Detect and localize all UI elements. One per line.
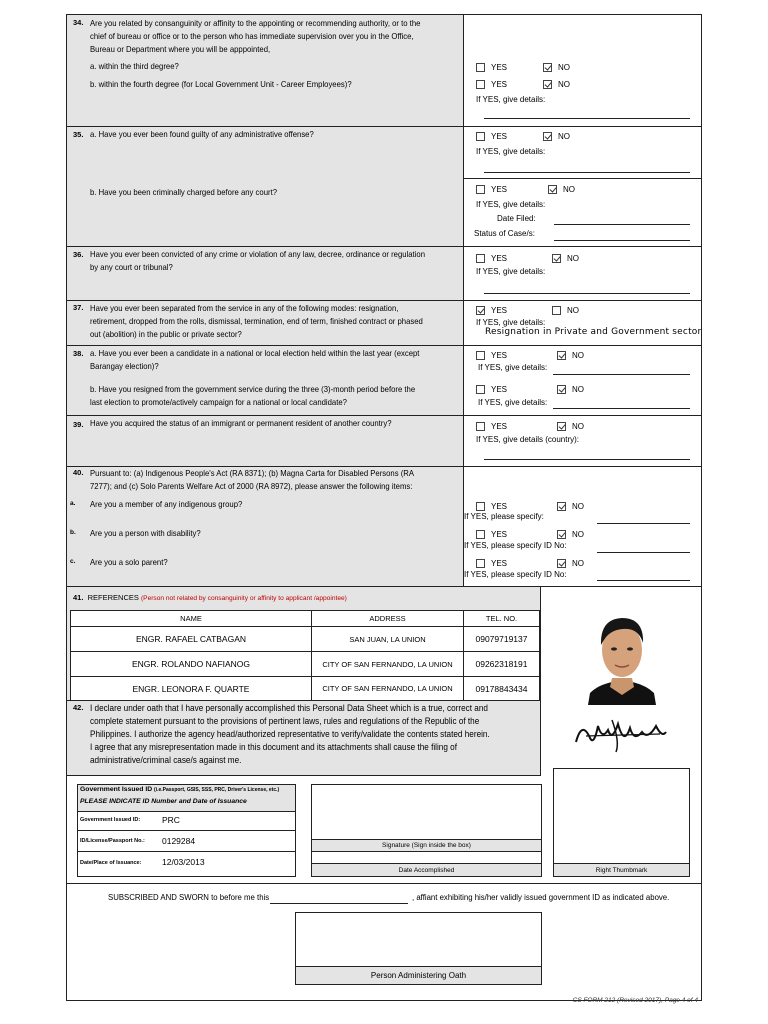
q35-a-no[interactable]: NO	[543, 132, 570, 141]
q38-b-details-label: If YES, give details:	[478, 398, 548, 407]
declaration-line-1: I declare under oath that I have personally accomplished this Personal Data Sheet which is a true, correct and	[90, 703, 488, 713]
checkmark-icon[interactable]	[557, 502, 566, 511]
checkmark-icon[interactable]	[543, 63, 552, 72]
declaration-line-5: administrative/criminal case/s against me.	[90, 755, 242, 765]
col-header-address: ADDRESS	[311, 610, 464, 627]
thumbmark-box[interactable]	[553, 768, 690, 877]
checkmark-icon[interactable]	[552, 254, 561, 263]
q37-number: 37.	[73, 303, 84, 312]
checkmark-icon[interactable]	[557, 530, 566, 539]
q36-number: 36.	[73, 250, 84, 259]
q38-a-no[interactable]: NO	[557, 351, 584, 360]
ref-2-name[interactable]: ENGR. ROLANDO NAFIANOG	[70, 651, 312, 677]
q37-no[interactable]: NO	[552, 306, 579, 315]
q40-a-detail-line[interactable]	[597, 523, 690, 524]
date-place-value[interactable]: 12/03/2013	[162, 857, 205, 867]
q38-b-yes[interactable]: YES	[476, 385, 507, 394]
q35-b-no[interactable]: NO	[548, 185, 575, 194]
applicant-signature	[572, 712, 670, 754]
checkmark-icon[interactable]	[476, 306, 485, 315]
q34-b-text: b. within the fourth degree (for Local Government Unit - Career Employees)?	[90, 79, 352, 89]
q37-line-2: retirement, dropped from the rolls, dismissal, termination, end of term, finished contract or phased	[90, 316, 423, 326]
q35-number: 35.	[73, 130, 84, 139]
q40-c-letter: c.	[70, 558, 76, 565]
checkmark-icon[interactable]	[557, 422, 566, 431]
references-note: (Person not related by consanguinity or affinity to applicant /appointee)	[140, 595, 347, 602]
checkmark-icon[interactable]	[543, 80, 552, 89]
q40-answer-cell	[463, 466, 702, 587]
license-no-label: ID/License/Passport No.:	[80, 838, 145, 844]
q34-a-text: a. within the third degree?	[90, 61, 179, 71]
date-accomplished-bar	[311, 863, 542, 877]
q40-a-detail-label: If YES, please specify:	[464, 512, 544, 521]
ref-1-tel[interactable]: 09079719137	[463, 626, 540, 652]
q34-line-1: Are you related by consanguinity or affinity to the appointing or recommending authority, or to the	[90, 18, 421, 28]
q40-b-detail-line[interactable]	[597, 552, 690, 553]
ref-2-address[interactable]: CITY OF SAN FERNANDO, LA UNION	[311, 651, 464, 677]
q34-number: 34.	[73, 18, 84, 27]
q40-c-yes[interactable]: YES	[476, 559, 507, 568]
q38-a-line-2: Barangay election)?	[90, 361, 159, 371]
checkbox-icon[interactable]	[476, 63, 485, 72]
oath-label: Person Administering Oath	[370, 971, 467, 980]
col-header-tel: TEL. NO.	[463, 610, 540, 627]
q35-a-yes[interactable]: YES	[476, 132, 507, 141]
gov-id-label: Government Issued ID:	[80, 817, 141, 823]
q38-b-no[interactable]: NO	[557, 385, 584, 394]
q36-no[interactable]: NO	[552, 254, 579, 263]
q40-a-text: Are you a member of any indigenous group?	[90, 499, 243, 509]
ref-3-tel[interactable]: 09178843434	[463, 676, 540, 701]
references-title: REFERENCES	[87, 593, 139, 602]
q39-yes[interactable]: YES	[476, 422, 507, 431]
q34-line-3: Bureau or Department where you will be apppointed,	[90, 44, 271, 54]
q38-b-line-1: b. Have you resigned from the government service during the three (3)-month period before the	[90, 384, 416, 394]
q37-yes[interactable]: YES	[476, 306, 507, 315]
q39-no[interactable]: NO	[557, 422, 584, 431]
checkmark-icon[interactable]	[557, 351, 566, 360]
checkbox-icon[interactable]	[476, 502, 485, 511]
sworn-date-line[interactable]	[270, 903, 408, 904]
ref-2-tel[interactable]: 09262318191	[463, 651, 540, 677]
q40-b-no[interactable]: NO	[557, 530, 584, 539]
sworn-text-after: , affiant exhibiting his/her validly issued government ID as indicated above.	[412, 893, 670, 902]
q38-a-details-label: If YES, give details:	[478, 363, 548, 372]
oath-label-bar	[295, 966, 542, 985]
q38-b-details-line[interactable]	[553, 408, 690, 409]
q37-line-3: out (abolition) in the public or private sector?	[90, 329, 242, 339]
q40-a-yes[interactable]: YES	[476, 502, 507, 511]
q39-number: 39.	[73, 420, 84, 429]
q36-details-line[interactable]	[484, 293, 690, 294]
q39-details-label: If YES, give details (country):	[476, 435, 580, 444]
gov-id-title: Government Issued ID (i.e.Passport, GSIS, SSS, PRC, Driver's License, etc.)	[80, 786, 280, 793]
q36-yes[interactable]: YES	[476, 254, 507, 263]
q35-status-label: Status of Case/s:	[474, 229, 535, 238]
checkbox-icon[interactable]	[476, 559, 485, 568]
q35-b-details-label: If YES, give details:	[476, 200, 546, 209]
ref-3-name[interactable]: ENGR. LEONORA F. QUARTE	[70, 676, 312, 701]
q35-date-filed-label: Date Filed:	[497, 214, 536, 223]
q35-status-line[interactable]	[554, 240, 690, 241]
q35-date-filed-line[interactable]	[554, 224, 690, 225]
checkbox-icon[interactable]	[476, 351, 485, 360]
ref-1-name[interactable]: ENGR. RAFAEL CATBAGAN	[70, 626, 312, 652]
checkbox-icon[interactable]	[476, 132, 485, 141]
q40-b-text: Are you a person with disability?	[90, 528, 201, 538]
q38-a-details-line[interactable]	[553, 374, 690, 375]
applicant-photo	[584, 605, 660, 705]
checkbox-icon[interactable]	[476, 80, 485, 89]
q37-details-answer[interactable]: Resignation in Private and Government sector	[485, 327, 702, 337]
thumbmark-label-bar	[553, 863, 690, 877]
checkmark-icon[interactable]	[548, 185, 557, 194]
date-accomplished-label: Date Accomplished	[398, 866, 455, 874]
checkbox-icon[interactable]	[552, 306, 561, 315]
q36-line-1: Have you ever been convicted of any crime or violation of any law, decree, ordinance or regulation	[90, 249, 425, 259]
q40-c-no[interactable]: NO	[557, 559, 584, 568]
q40-c-detail-line[interactable]	[597, 580, 690, 581]
q40-a-no[interactable]: NO	[557, 502, 584, 511]
q34-b-no[interactable]: NO	[543, 80, 570, 89]
q40-number: 40.	[73, 468, 84, 477]
signature-label-bar	[311, 839, 542, 852]
date-place-label: Date/Place of Issuance:	[80, 860, 142, 866]
q35-b-yes[interactable]: YES	[476, 185, 507, 194]
q39-text: Have you acquired the status of an immigrant or permanent resident of another country?	[90, 418, 392, 428]
q40-line-2: 7277); and (c) Solo Parents Welfare Act of 2000 (RA 8972), please answer the following items:	[90, 481, 413, 491]
ref-1-address[interactable]: SAN JUAN, LA UNION	[311, 626, 464, 652]
gov-id-subtitle: PLEASE INDICATE ID Number and Date of Issuance	[80, 798, 247, 805]
q36-details-label: If YES, give details:	[476, 267, 546, 276]
checkmark-icon[interactable]	[543, 132, 552, 141]
q42-number: 42.	[73, 703, 84, 712]
q38-number: 38.	[73, 349, 84, 358]
q36-line-2: by any court or tribunal?	[90, 262, 173, 272]
checkmark-icon[interactable]	[557, 385, 566, 394]
q35-b-text: b. Have you been criminally charged before any court?	[90, 187, 278, 197]
form-footer: CS FORM 212 (Revised 2017), Page 4 of 4	[572, 997, 698, 1004]
checkbox-icon[interactable]	[476, 254, 485, 263]
q35-a-details-line[interactable]	[484, 172, 690, 173]
q38-a-yes[interactable]: YES	[476, 351, 507, 360]
q38-a-line-1: a. Have you ever been a candidate in a national or local election held within the last year (except	[90, 348, 420, 358]
q40-b-detail-label: If YES, please specify ID No:	[464, 541, 567, 550]
checkbox-icon[interactable]	[476, 385, 485, 394]
q35-a-details-label: If YES, give details:	[476, 147, 546, 156]
q40-a-letter: a.	[70, 500, 76, 507]
checkbox-icon[interactable]	[476, 185, 485, 194]
declaration-line-2: complete statement pursuant to the provisions of pertinent laws, rules and regulations of the Republic of the	[90, 716, 480, 726]
q40-c-detail-label: If YES, please specify ID No:	[464, 570, 567, 579]
q34-details-line[interactable]	[484, 118, 690, 119]
gov-id-value[interactable]: PRC	[162, 815, 180, 825]
q40-b-letter: b.	[70, 529, 76, 536]
license-no-value[interactable]: 0129284	[162, 836, 196, 846]
q38-b-line-2: last election to promote/actively campaign for a national or local candidate?	[90, 397, 347, 407]
q34-a-no[interactable]: NO	[543, 63, 570, 72]
checkbox-icon[interactable]	[476, 422, 485, 431]
q40-line-1: Pursuant to: (a) Indigenous People's Act (RA 8371); (b) Magna Carta for Disabled Persons (RA	[90, 468, 415, 478]
signature-label: Signature (Sign inside the box)	[382, 842, 471, 849]
q37-line-1: Have you ever been separated from the service in any of the following modes: resignation,	[90, 303, 399, 313]
references-heading	[73, 593, 347, 602]
q34-a-yes[interactable]: YES	[476, 63, 507, 72]
declaration-line-3: Philippines. I authorize the agency head/authorized representative to verify/validate the contents stated herein.	[90, 729, 490, 739]
q39-details-line[interactable]	[484, 459, 690, 460]
q34-details-label: If YES, give details:	[476, 95, 546, 104]
q34-line-2: chief of bureau or office or to the person who has immediate supervision over you in the Office,	[90, 31, 414, 41]
q40-c-text: Are you a solo parent?	[90, 557, 168, 567]
checkmark-icon[interactable]	[557, 559, 566, 568]
q34-b-yes[interactable]: YES	[476, 80, 507, 89]
q35-a-text: a. Have you ever been found guilty of any administrative offense?	[90, 129, 314, 139]
sworn-text-before: SUBSCRIBED AND SWORN to before me this	[108, 893, 270, 902]
q37-details-label: If YES, give details:	[476, 318, 546, 327]
col-header-name: NAME	[70, 610, 312, 627]
q41-number: 41.	[73, 593, 84, 602]
q40-b-yes[interactable]: YES	[476, 530, 507, 539]
sworn-divider	[66, 883, 702, 884]
checkbox-icon[interactable]	[476, 530, 485, 539]
ref-3-address[interactable]: CITY OF SAN FERNANDO, LA UNION	[311, 676, 464, 701]
declaration-line-4: I agree that any misrepresentation made in this document and its attachments shall cause the filing of	[90, 742, 458, 752]
thumbmark-label: Right Thumbmark	[595, 866, 648, 874]
